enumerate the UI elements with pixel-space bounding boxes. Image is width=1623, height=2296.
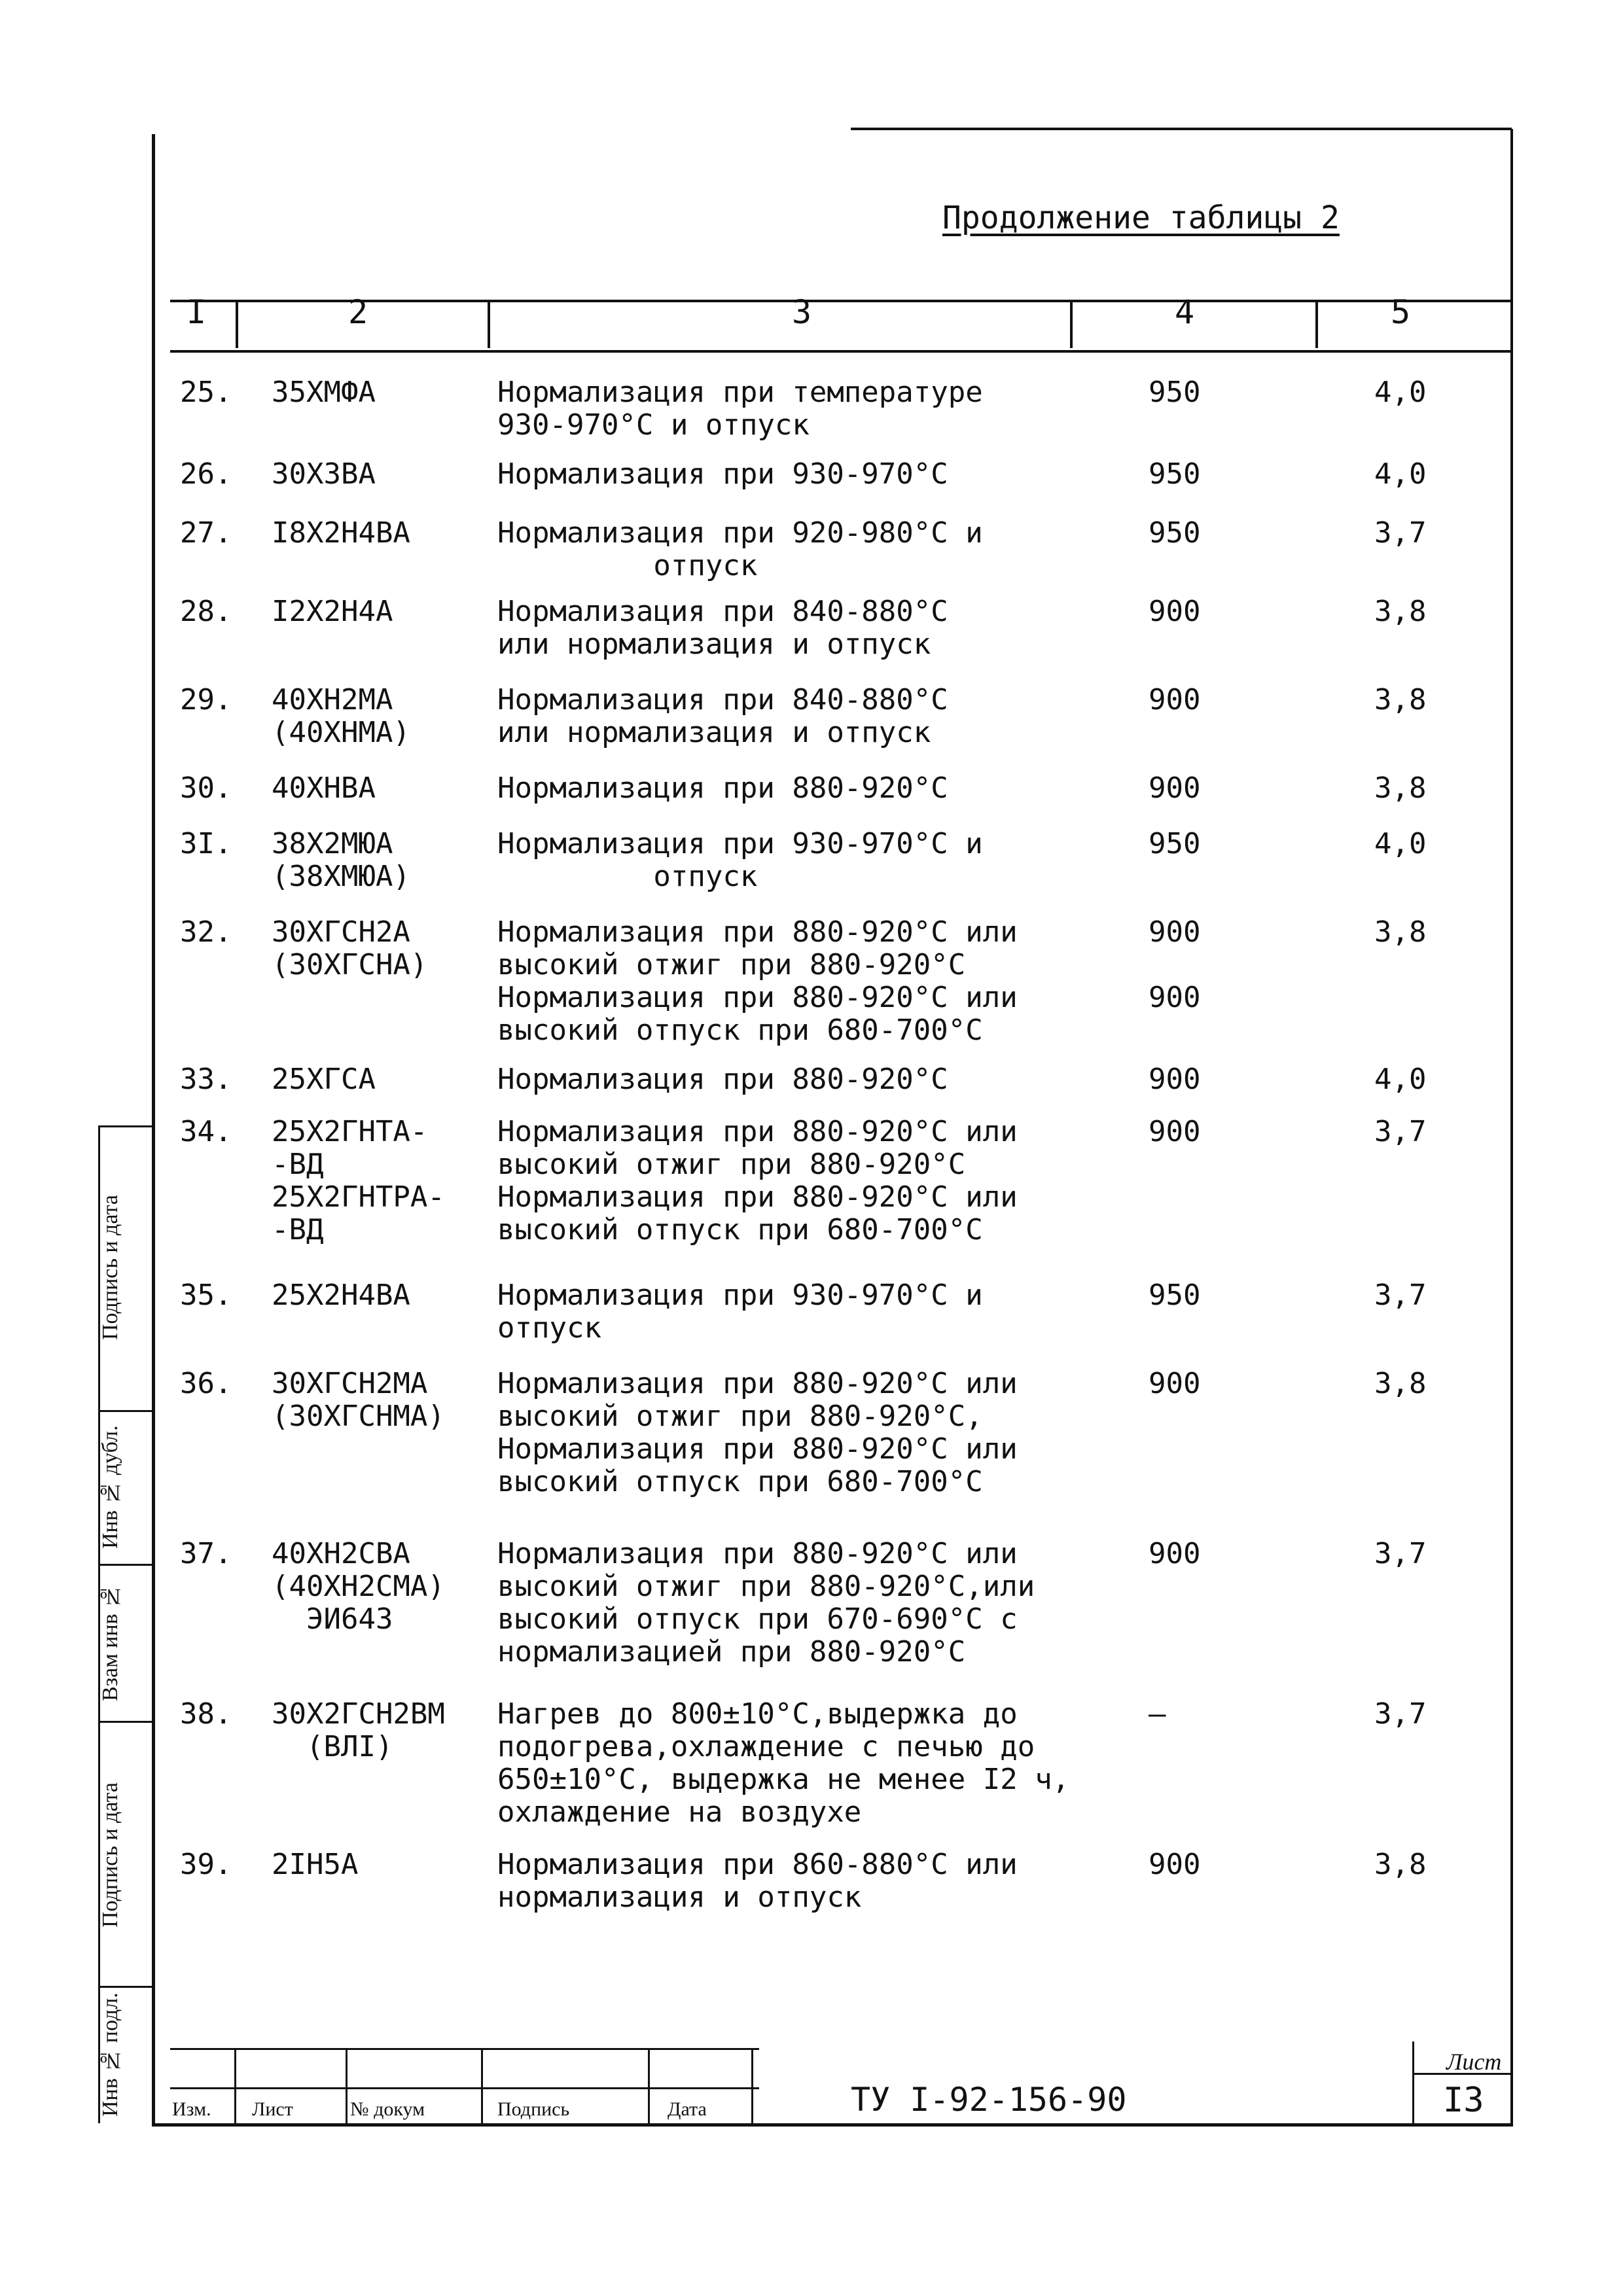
temperature: 900	[1149, 1063, 1201, 1096]
row-number: 28.	[180, 595, 232, 628]
heat-treatment: Нормализация при 840-880°С или нормализация и отпуск	[497, 595, 948, 661]
steel-grade: 25Х2ГНТА- -ВД 25Х2ГНТРА- -ВД	[272, 1115, 445, 1246]
value: 4,0	[1374, 457, 1427, 491]
row-number: 37.	[180, 1537, 232, 1570]
side-label-replace-inv: Взам инв №	[98, 1583, 122, 1701]
heat-treatment: Нормализация при 930-970°С и отпуск	[497, 827, 983, 893]
steel-grade: 40ХН2СВА (40ХН2СМА) ЭИ643	[272, 1537, 445, 1636]
header-line-top	[170, 300, 1510, 302]
heat-treatment: Нормализация при 840-880°С или нормализация и отпуск	[497, 683, 948, 749]
steel-grade: 30Х2ГСН2ВМ (ВЛI)	[272, 1697, 445, 1763]
heat-treatment: Нормализация при 880-920°С или высокий отжиг при 880-920°С, Нормализация при 880-920°С или высокий отпуск при 680-700°С	[497, 1367, 1018, 1498]
column-header-5: 5	[1391, 293, 1411, 331]
temperature: 900	[1149, 1848, 1201, 1881]
value: 3,8	[1374, 1848, 1427, 1881]
heat-treatment: Нормализация при 930-970°С и отпуск	[497, 1279, 983, 1345]
heat-treatment: Нормализация при 880-920°С или высокий отжиг при 880-920°С,или высокий отпуск при 670-690°С с нормализацией при 880-920°С	[497, 1537, 1035, 1669]
steel-grade: 2IН5А	[272, 1848, 359, 1881]
heat-treatment: Нормализация при 860-880°С или нормализация и отпуск	[497, 1848, 1018, 1914]
heat-treatment: Нормализация при 880-920°С или высокий отжиг при 880-920°С Нормализация при 880-920°С или высокий отпуск при 680-700°С	[497, 1115, 1018, 1246]
stamp-divider	[234, 2048, 236, 2125]
side-label-sign-date: Подпись и дата	[98, 1782, 122, 1928]
stamp-divider	[648, 2048, 650, 2125]
heat-treatment: Нормализация при 880-920°С	[497, 771, 948, 805]
heat-treatment: Нормализация при 930-970°С	[497, 457, 948, 491]
stamp-divider	[481, 2048, 483, 2125]
row-number: 38.	[180, 1697, 232, 1731]
value: 3,7	[1374, 1115, 1427, 1148]
heat-treatment: Нормализация при 920-980°С и отпуск	[497, 516, 983, 582]
side-stamp-line	[98, 1986, 152, 1988]
row-number: 3I.	[180, 827, 232, 860]
temperature: –	[1149, 1697, 1166, 1731]
value: 4,0	[1374, 376, 1427, 409]
row-number: 33.	[180, 1063, 232, 1096]
temperature: 900	[1149, 683, 1201, 716]
column-header-4: 4	[1175, 293, 1195, 331]
steel-grade: 40ХН2МА (40ХНМА)	[272, 683, 410, 749]
stamp-label-date: Дата	[668, 2098, 707, 2120]
sheet-number: I3	[1443, 2081, 1484, 2120]
row-number: 32.	[180, 915, 232, 949]
value: 3,7	[1374, 1279, 1427, 1312]
header-divider	[1070, 302, 1073, 348]
document-code: ТУ I-92-156-90	[851, 2081, 1127, 2119]
stamp-divider	[1412, 2041, 1414, 2125]
header-line-bottom	[170, 350, 1510, 353]
value: 3,8	[1374, 595, 1427, 628]
steel-grade: 25ХГСА	[272, 1063, 376, 1096]
value: 3,7	[1374, 1697, 1427, 1731]
temperature: 900 900	[1149, 915, 1201, 1014]
value: 4,0	[1374, 1063, 1427, 1096]
steel-grade: 30ХГСН2А (30ХГСНА)	[272, 915, 428, 981]
stamp-divider	[751, 2048, 753, 2125]
column-header-3: 3	[792, 293, 812, 331]
temperature: 900	[1149, 771, 1201, 805]
temperature: 900	[1149, 1367, 1201, 1400]
temperature: 950	[1149, 376, 1201, 409]
temperature: 900	[1149, 1537, 1201, 1570]
sheet-label: Лист	[1446, 2049, 1502, 2075]
value: 3,8	[1374, 915, 1427, 949]
value: 3,8	[1374, 771, 1427, 805]
row-number: 35.	[180, 1279, 232, 1312]
header-divider	[1315, 302, 1318, 348]
row-number: 29.	[180, 683, 232, 716]
row-number: 34.	[180, 1115, 232, 1148]
stamp-label-doc-no: № докум	[350, 2098, 425, 2120]
value: 3,8	[1374, 683, 1427, 716]
stamp-divider	[346, 2048, 348, 2125]
steel-grade: 30ХГСН2МА (30ХГСНМА)	[272, 1367, 445, 1433]
heat-treatment: Нормализация при температуре 930-970°С и отпуск	[497, 376, 983, 442]
steel-grade: 35ХМФА	[272, 376, 376, 409]
row-number: 25.	[180, 376, 232, 409]
side-stamp-line	[98, 1125, 152, 1127]
steel-grade: 40ХНВА	[272, 771, 376, 805]
side-label-inv-dup: Инв № дубл.	[98, 1425, 122, 1549]
value: 3,8	[1374, 1367, 1427, 1400]
table-caption: Продолжение таблицы 2	[942, 200, 1340, 236]
side-label-inv-orig: Инв № подл.	[98, 1992, 122, 2117]
temperature: 950	[1149, 516, 1201, 550]
header-divider	[488, 302, 490, 348]
value: 4,0	[1374, 827, 1427, 860]
heat-treatment: Нормализация при 880-920°С или высокий отжиг при 880-920°С Нормализация при 880-920°С или высокий отпуск при 680-700°С	[497, 915, 1018, 1047]
temperature: 950	[1149, 1279, 1201, 1312]
steel-grade: 38Х2МЮА (38ХМЮА)	[272, 827, 410, 893]
stamp-line	[152, 2123, 760, 2125]
row-number: 26.	[180, 457, 232, 491]
column-header-2: 2	[348, 293, 368, 331]
steel-grade: I2Х2Н4А	[272, 595, 393, 628]
temperature: 900	[1149, 1115, 1201, 1148]
value: 3,7	[1374, 516, 1427, 550]
column-header-1: I	[187, 293, 207, 331]
frame-top-border	[851, 128, 1512, 130]
steel-grade: I8Х2Н4ВА	[272, 516, 410, 550]
side-stamp-line	[98, 1721, 152, 1723]
value: 3,7	[1374, 1537, 1427, 1570]
heat-treatment: Нагрев до 800±10°С,выдержка до подогрева,охлаждение с печью до 650±10°С, выдержка не менее I2 ч, охлаждение на воздухе	[497, 1697, 1070, 1829]
row-number: 27.	[180, 516, 232, 550]
stamp-label-sheet: Лист	[252, 2098, 293, 2120]
temperature: 900	[1149, 595, 1201, 628]
row-number: 36.	[180, 1367, 232, 1400]
row-number: 39.	[180, 1848, 232, 1881]
steel-grade: 30Х3ВА	[272, 457, 376, 491]
temperature: 950	[1149, 457, 1201, 491]
row-number: 30.	[180, 771, 232, 805]
frame-right-border	[1510, 129, 1513, 2125]
stamp-line	[170, 2048, 759, 2050]
stamp-label-signature: Подпись	[497, 2098, 570, 2120]
heat-treatment: Нормализация при 880-920°С	[497, 1063, 948, 1096]
temperature: 950	[1149, 827, 1201, 860]
side-label-sign-date-2: Подпись и дата	[98, 1195, 122, 1341]
side-stamp-line	[98, 1410, 152, 1412]
header-divider	[236, 302, 238, 348]
side-stamp-line	[98, 1564, 152, 1566]
stamp-line	[170, 2087, 759, 2089]
steel-grade: 25Х2Н4ВА	[272, 1279, 410, 1312]
stamp-label-change: Изм.	[172, 2098, 211, 2120]
